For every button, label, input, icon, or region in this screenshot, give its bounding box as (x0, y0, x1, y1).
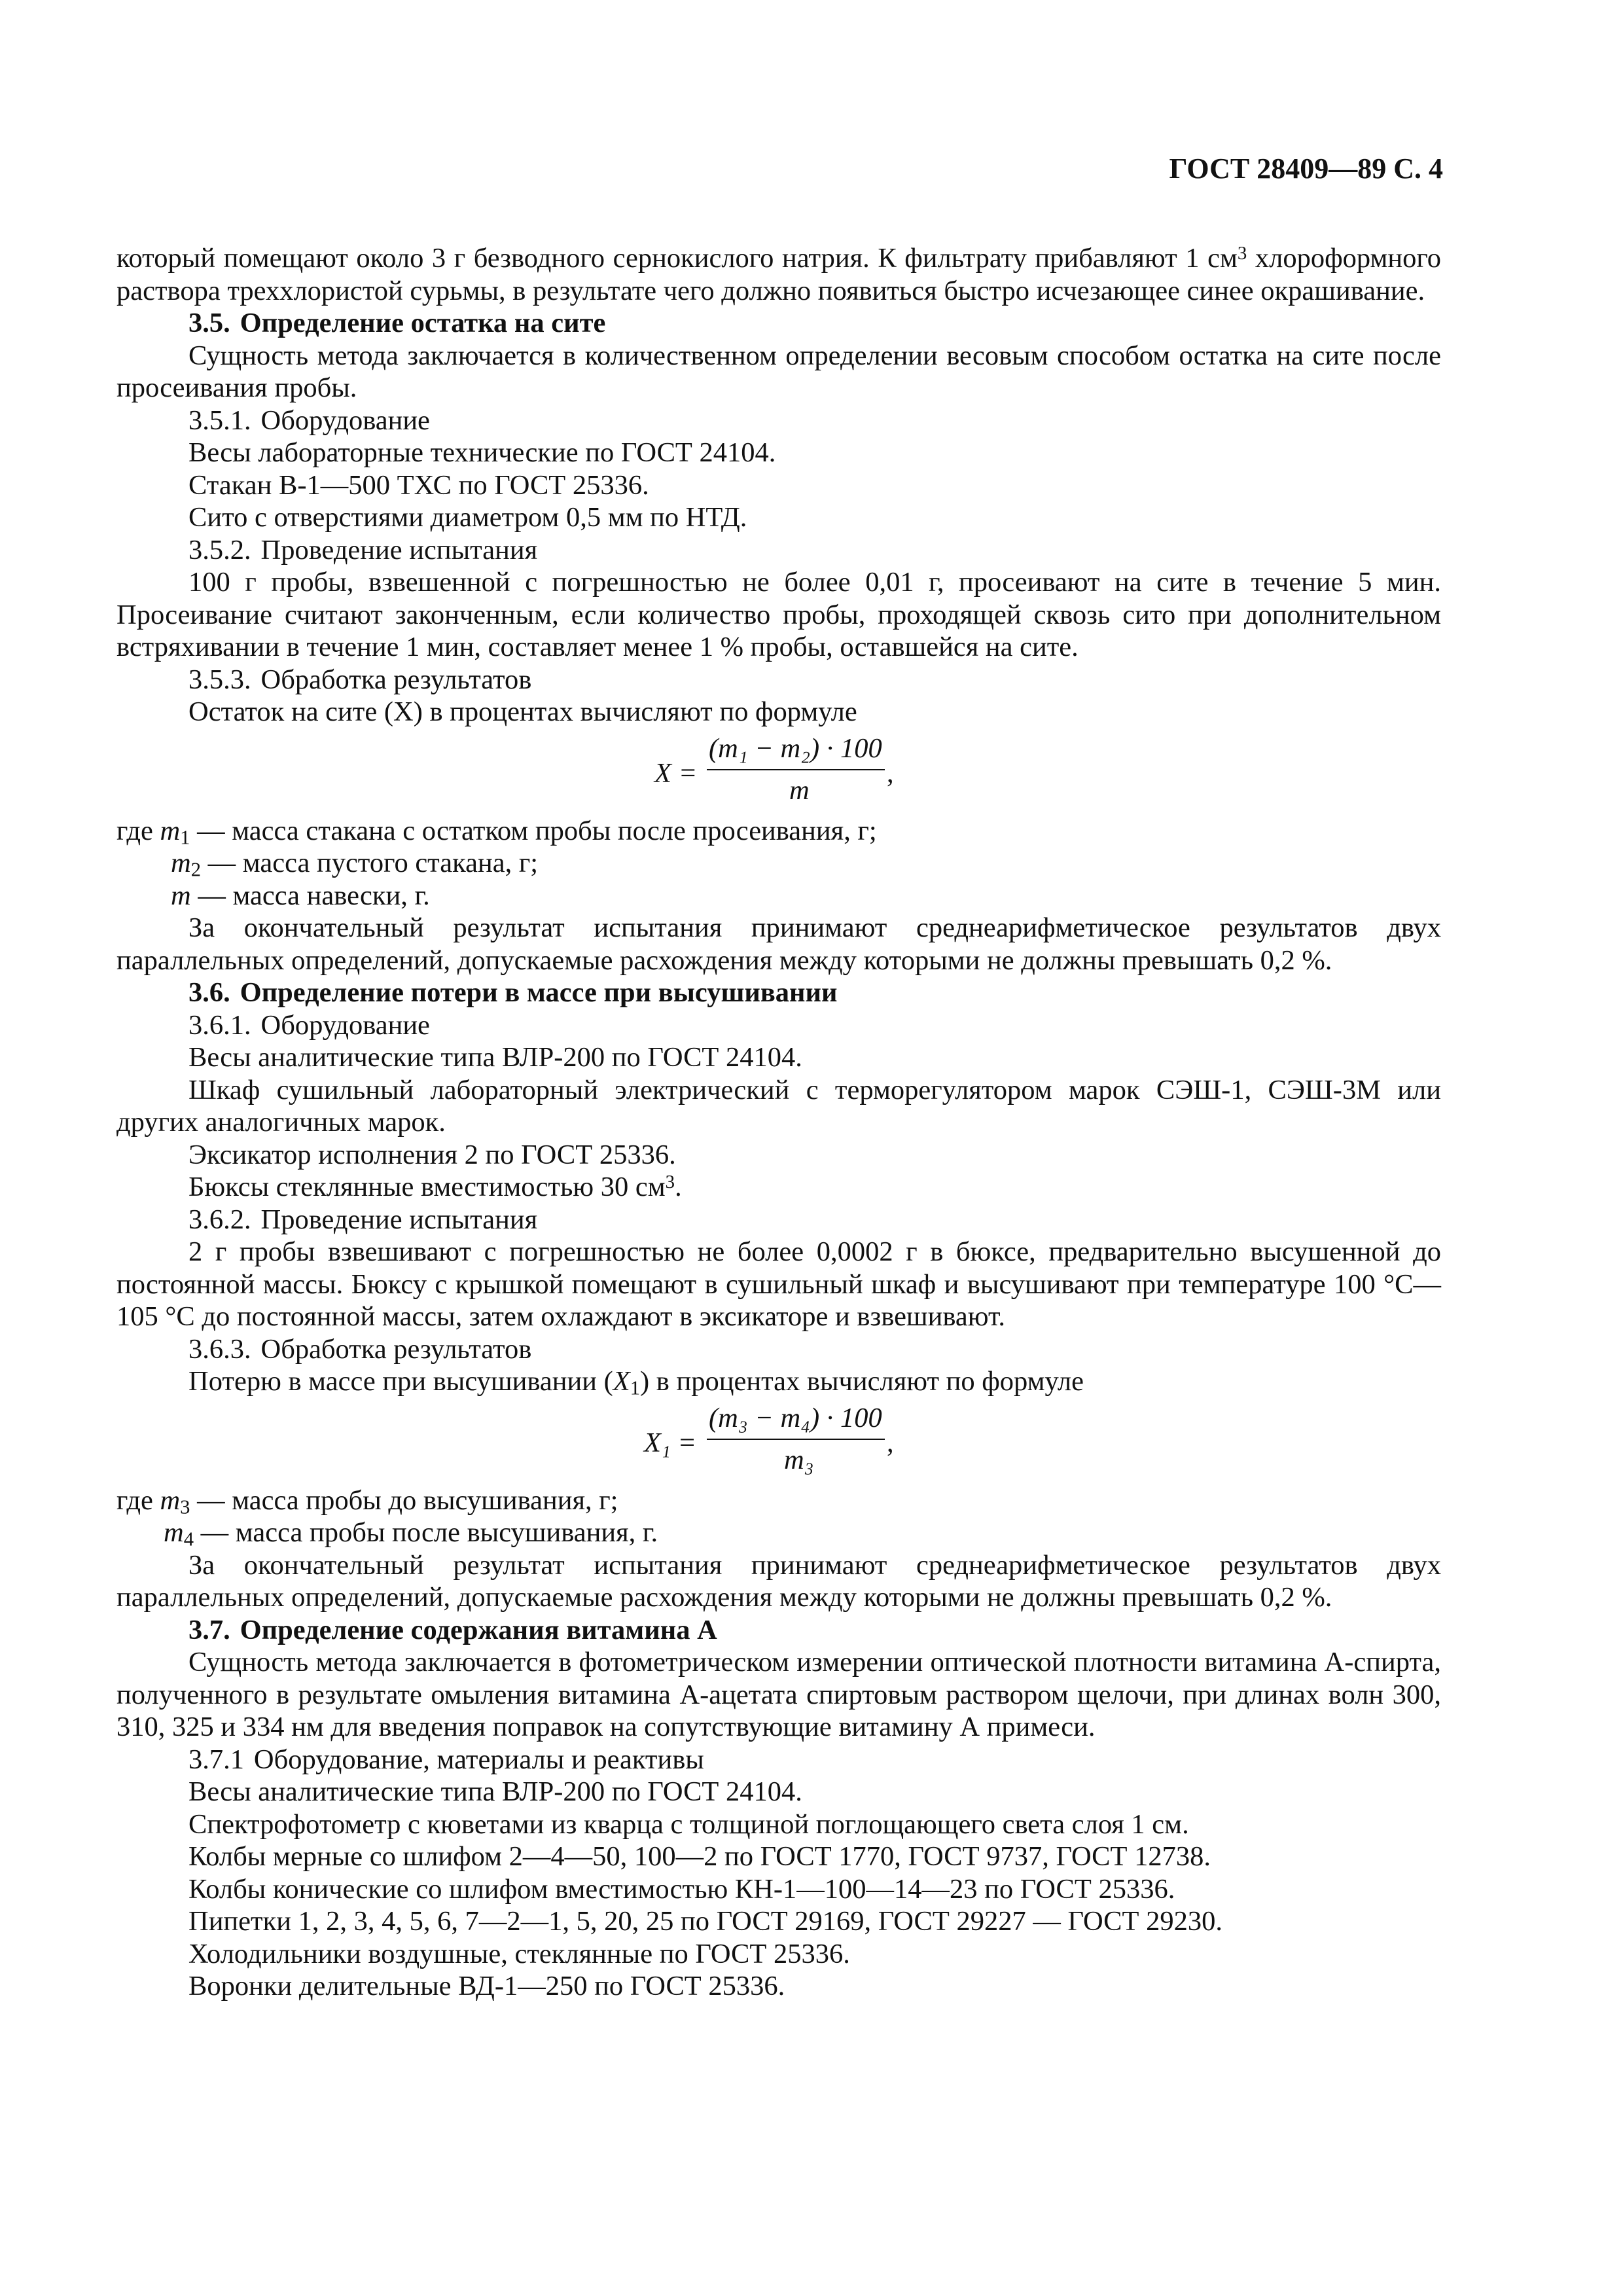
subsection-3-7-1-heading: 3.7.1 Оборудование, материалы и реактивы (188, 1744, 704, 1775)
formula-lhs: X = (654, 757, 698, 789)
equipment-item: Шкаф сушильный лабораторный электрический с терморегулятором марок СЭШ-1, СЭШ-3М или других аналогичных марок. (116, 1074, 1441, 1138)
final-result-text: За окончательный результат испытания принимают среднеарифметическое результатов двух параллельных определений, допускаемые расхождения между которыми не должны превышать 0,2 %. (116, 912, 1441, 976)
calc-intro: Потерю в массе при высушивании $(X_1)$ в процентах вычисляют по формуле (188, 1366, 1084, 1399)
equipment-item: Эксикатор исполнения 2 по ГОСТ 25336. (188, 1139, 676, 1170)
section-3-7-intro: Сущность метода заключается в фотометрическом измерении оптической плотности витамина А-спирта, полученного в результате омыления витамина А-ацетата спиртовым раствором щелочи, при длинах волн 300, 310, 325 и 334 нм для введения поправок на сопутствующие витамину А примеси. (116, 1647, 1441, 1742)
formula-drying-loss (116, 1398, 1441, 1484)
section-3-7-heading: 3.7. Определение содержания витамина А (188, 1614, 717, 1645)
equipment-item: Весы аналитические типа ВЛР-200 по ГОСТ 24104. (188, 1042, 802, 1073)
fraction-bar (707, 1439, 885, 1440)
final-result-text: За окончательный результат испытания принимают среднеарифметическое результатов двух параллельных определений, допускаемые расхождения между которыми не должны превышать 0,2 %. (116, 1549, 1441, 1613)
equipment-item: Сито с отверстиями диаметром 0,5 мм по НТД. (188, 502, 747, 533)
legend-line: m — масса навески, г. (171, 880, 430, 911)
equipment-item: Весы лабораторные технические по ГОСТ 24104. (188, 437, 776, 468)
formula-residue (116, 728, 1441, 815)
equipment-item: Спектрофотометр с кюветами из кварца с толщиной поглощающего света слоя 1 см. (188, 1808, 1189, 1840)
legend-line: где $m_1$ — масса стакана с остатком пробы после просеивания, г; (116, 815, 877, 849)
fraction-bar (707, 769, 885, 770)
equipment-item: Весы аналитические типа ВЛР-200 по ГОСТ 24104. (188, 1776, 802, 1807)
subsection-3-5-3-heading: 3.5.3. Обработка результатов (188, 664, 532, 695)
formula-trail: , (887, 757, 894, 789)
legend-line: где $m_3$ — масса пробы до высушивания, г; (116, 1484, 618, 1518)
formula-denominator: m (789, 774, 810, 806)
formula-denominator: m₃ (784, 1444, 814, 1475)
subsection-3-6-3-heading: 3.6.3. Обработка результатов (188, 1333, 532, 1365)
section-3-5-heading: 3.5. Определение остатка на сите (188, 308, 606, 338)
continuation-paragraph: который помещают около 3 г безводного сернокислого натрия. К фильтрату прибавляют 1 $см^3$ хлороформного раствора треххлористой сурьмы, в результате чего должно появиться быстро исчезающее синее окрашивание. (116, 242, 1441, 306)
formula-numerator: (m₃ − m₄) · 100 (709, 1402, 882, 1433)
subsection-3-6-2-heading: 3.6.2. Проведение испытания (188, 1204, 538, 1235)
page-header-code: ГОСТ 28409—89 С. 4 (1169, 152, 1443, 185)
document-body (116, 242, 1441, 2003)
subsection-3-5-1-heading: 3.5.1. Оборудование (188, 404, 430, 436)
formula-trail: , (887, 1427, 894, 1458)
equipment-item: Пипетки 1, 2, 3, 4, 5, 6, 7—2—1, 5, 20, 25 по ГОСТ 29169, ГОСТ 29227 — ГОСТ 29230. (188, 1906, 1222, 1937)
formula-numerator: (m₁ − m₂) · 100 (709, 732, 882, 764)
equipment-item: Холодильники воздушные, стеклянные по ГОСТ 25336. (188, 1938, 850, 1969)
calc-intro: Остаток на сите (X) в процентах вычисляют по формуле (188, 696, 857, 727)
section-3-5-intro: Сущность метода заключается в количественном определении весовым способом остатка на сите после просеивания пробы. (116, 340, 1441, 403)
subsection-3-6-1-heading: 3.6.1. Оборудование (188, 1009, 430, 1041)
test-procedure-text: 2 г пробы взвешивают с погрешностью не более 0,0002 г в бюксе, предварительно высушенной до постоянной массы. Бюксу с крышкой помещают в сушильный шкаф и высушивают при температуре 100 °С—105 °С до постоянной массы, затем охлаждают в эксикаторе и взвешивают. (116, 1236, 1441, 1332)
equipment-item: Воронки делительные ВД-1—250 по ГОСТ 25336. (188, 1971, 785, 2001)
subsection-3-5-2-heading: 3.5.2. Проведение испытания (188, 534, 538, 565)
legend-line: $m_4$ — масса пробы после высушивания, г. (164, 1517, 658, 1551)
equipment-item: Колбы конические со шлифом вместимостью КН-1—100—14—23 по ГОСТ 25336. (188, 1873, 1175, 1905)
equipment-item: Колбы мерные со шлифом 2—4—50, 100—2 по ГОСТ 1770, ГОСТ 9737, ГОСТ 12738. (188, 1841, 1211, 1872)
equipment-item: Стакан В-1—500 ТХС по ГОСТ 25336. (188, 469, 649, 501)
equipment-item: Бюксы стеклянные вместимостью 30 $см^3$. (188, 1171, 682, 1202)
section-3-6-heading: 3.6. Определение потери в массе при высушивании (188, 977, 838, 1008)
formula-lhs: X₁ = (644, 1427, 697, 1458)
legend-line: $m_2$ — масса пустого стакана, г; (171, 848, 539, 881)
test-procedure-text: 100 г пробы, взвешенной с погрешностью не более 0,01 г, просеивают на сите в течение 5 мин. Просеивание считают законченным, если количество пробы, проходящей сквозь сито при дополнительном встряхивании в течение 1 мин, составляет менее 1 % пробы, оставшейся на сите. (116, 567, 1441, 662)
